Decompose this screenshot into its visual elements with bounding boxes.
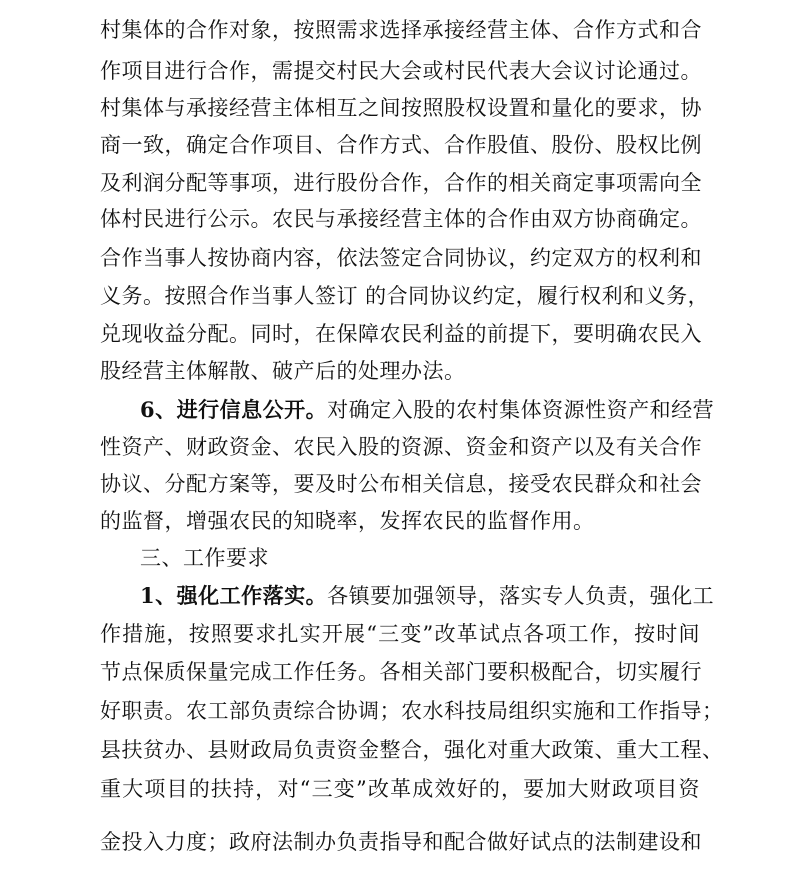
paragraph-line: 重大项目的扶持，对“三变”改革成效好的，要加大财政项目资 <box>100 777 700 801</box>
paragraph-line: 作项目进行合作，需提交村民大会或村民代表大会议讨论通过。 <box>100 59 702 83</box>
paragraph-line: 节点保质保量完成工作任务。各相关部门要积极配合，切实履行 <box>100 660 702 684</box>
section-6-text: 对确定入股的农村集体资源性资产和经营 <box>327 398 715 422</box>
paragraph-line: 县扶贫办、县财政局负责资金整合，强化对重大政策、重大工程、 <box>100 738 724 762</box>
paragraph-line: 兑现收益分配。同时，在保障农民利益的前提下，要明确农民入 <box>100 322 702 346</box>
paragraph-line: 体村民进行公示。农民与承接经营主体的合作由双方协商确定。 <box>100 207 702 231</box>
paragraph-line: 义务。按照合作当事人签订 的合同协议约定，履行权利和义务， <box>100 284 710 308</box>
paragraph-line: 作措施，按照要求扎实开展“三变”改革试点各项工作，按时间 <box>100 622 700 646</box>
section-heading: 三、工作要求 <box>140 546 269 570</box>
paragraph-line: 合作当事人按协商内容，依法签定合同协议，约定双方的权利和 <box>100 246 702 270</box>
req-1-text: 各镇要加强领导，落实专人负责，强化工 <box>327 584 715 608</box>
req-1-first-line <box>140 578 715 614</box>
req-1-title: 1、强化工作落实。 <box>140 583 328 608</box>
paragraph-line: 金投入力度；政府法制办负责指导和配合做好试点的法制建设和 <box>100 830 702 854</box>
paragraph-line: 股经营主体解散、破产后的处理办法。 <box>100 359 466 383</box>
paragraph-line: 商一致，确定合作项目、合作方式、合作股值、股份、股权比例 <box>100 133 702 157</box>
paragraph-line: 村集体与承接经营主体相互之间按照股权设置和量化的要求，协 <box>100 96 702 120</box>
paragraph-line: 的监督，增强农民的知晓率，发挥农民的监督作用。 <box>100 509 595 533</box>
section-6-title: 6、进行信息公开。 <box>140 397 328 422</box>
paragraph-line: 协议、分配方案等，要及时公布相关信息，接受农民群众和社会 <box>100 472 702 496</box>
paragraph-line: 村集体的合作对象，按照需求选择承接经营主体、合作方式和合 <box>100 18 702 42</box>
section-6-first-line <box>140 392 715 428</box>
paragraph-line: 好职责。农工部负责综合协调；农水科技局组织实施和工作指导； <box>100 699 724 723</box>
paragraph-line: 及利润分配等事项，进行股份合作，合作的相关商定事项需向全 <box>100 171 702 195</box>
paragraph-line: 性资产、财政资金、农民入股的资源、资金和资产以及有关合作 <box>100 435 702 459</box>
